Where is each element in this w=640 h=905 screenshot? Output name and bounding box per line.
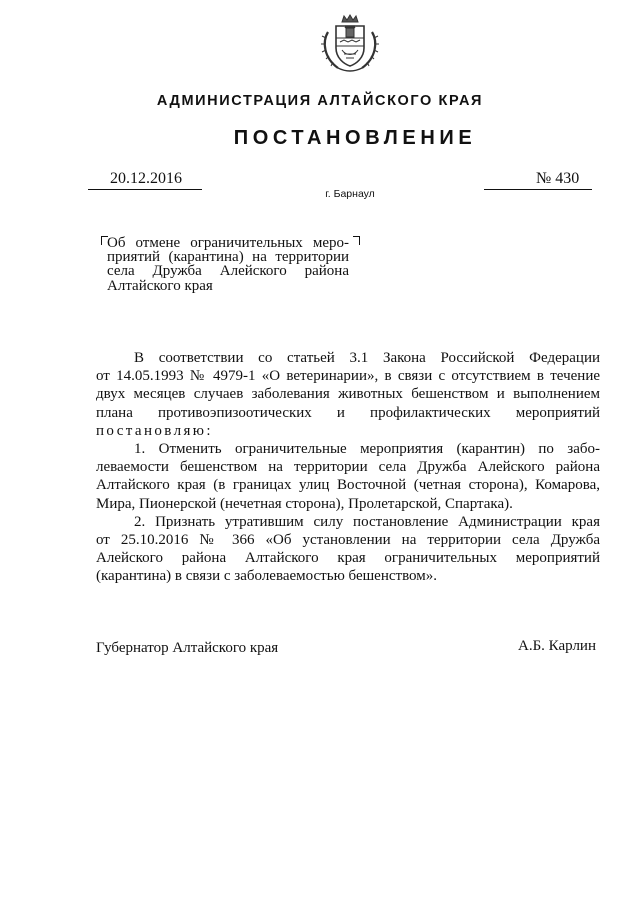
- subject-line: приятий (карантина) на территории: [107, 249, 349, 266]
- body-line: 1. Отменить ограничительные мероприятия (карантин) по забо-: [134, 441, 600, 458]
- item-1-paragraph: [96, 440, 600, 513]
- issuing-authority: АДМИНИСТРАЦИЯ АЛТАЙСКОГО КРАЯ: [156, 93, 484, 109]
- body-line: В соответствии со статьей 3.1 Закона Российской Федерации: [134, 350, 600, 366]
- body-line: плана противоэпизоотических и профилактических мероприятий: [96, 404, 600, 421]
- signer-name: А.Б. Карлин: [517, 638, 596, 654]
- coat-of-arms-emblem: [318, 14, 382, 74]
- body-line: постановляю:: [96, 422, 213, 439]
- document-subject: [107, 236, 349, 293]
- issue-city: г. Барнаул: [325, 188, 375, 200]
- body-line: двух месяцев случаев заболевания животных бешенством и выполнением: [96, 386, 600, 403]
- signer-position: Губернатор Алтайского края: [96, 640, 279, 656]
- body-line: Алтайского края (в границах улиц Восточной (четная сторона), Комарова,: [96, 477, 600, 494]
- subject-line: Об отмене ограничительных меро-: [107, 235, 349, 251]
- number-field: [484, 170, 592, 190]
- body-line: 2. Признать утратившим силу постановление Администрации края: [134, 513, 600, 530]
- body-line: Алейского района Алтайского края ограничительных мероприятий: [96, 550, 600, 567]
- body-line: Мира, Пионерской (нечетная сторона), Пролетарской, Спартака).: [96, 495, 513, 512]
- subject-line: села Дружба Алейского района: [107, 263, 349, 280]
- item-2-paragraph: [96, 513, 600, 586]
- document-body: [96, 349, 600, 586]
- date-field: [88, 170, 202, 190]
- document-type-title: ПОСТАНОВЛЕНИЕ: [233, 127, 477, 149]
- document-number: № 430: [536, 170, 580, 187]
- body-line: (карантина) в связи с заболеваемостью бешенством».: [96, 568, 438, 585]
- document-date: 20.12.2016: [110, 170, 182, 187]
- subject-bracket-right: [353, 236, 360, 245]
- body-line: от 25.10.2016 № 366 «Об установлении на территории села Дружба: [96, 532, 600, 549]
- body-line: леваемости бешенством на территории села Дружба Алейского района: [96, 459, 600, 476]
- preamble-paragraph: [96, 349, 600, 440]
- subject-line: Алтайского края: [107, 277, 213, 294]
- body-line: от 14.05.1993 № 4979-1 «О ветеринарии», в связи с отсутствием в течение: [96, 368, 600, 385]
